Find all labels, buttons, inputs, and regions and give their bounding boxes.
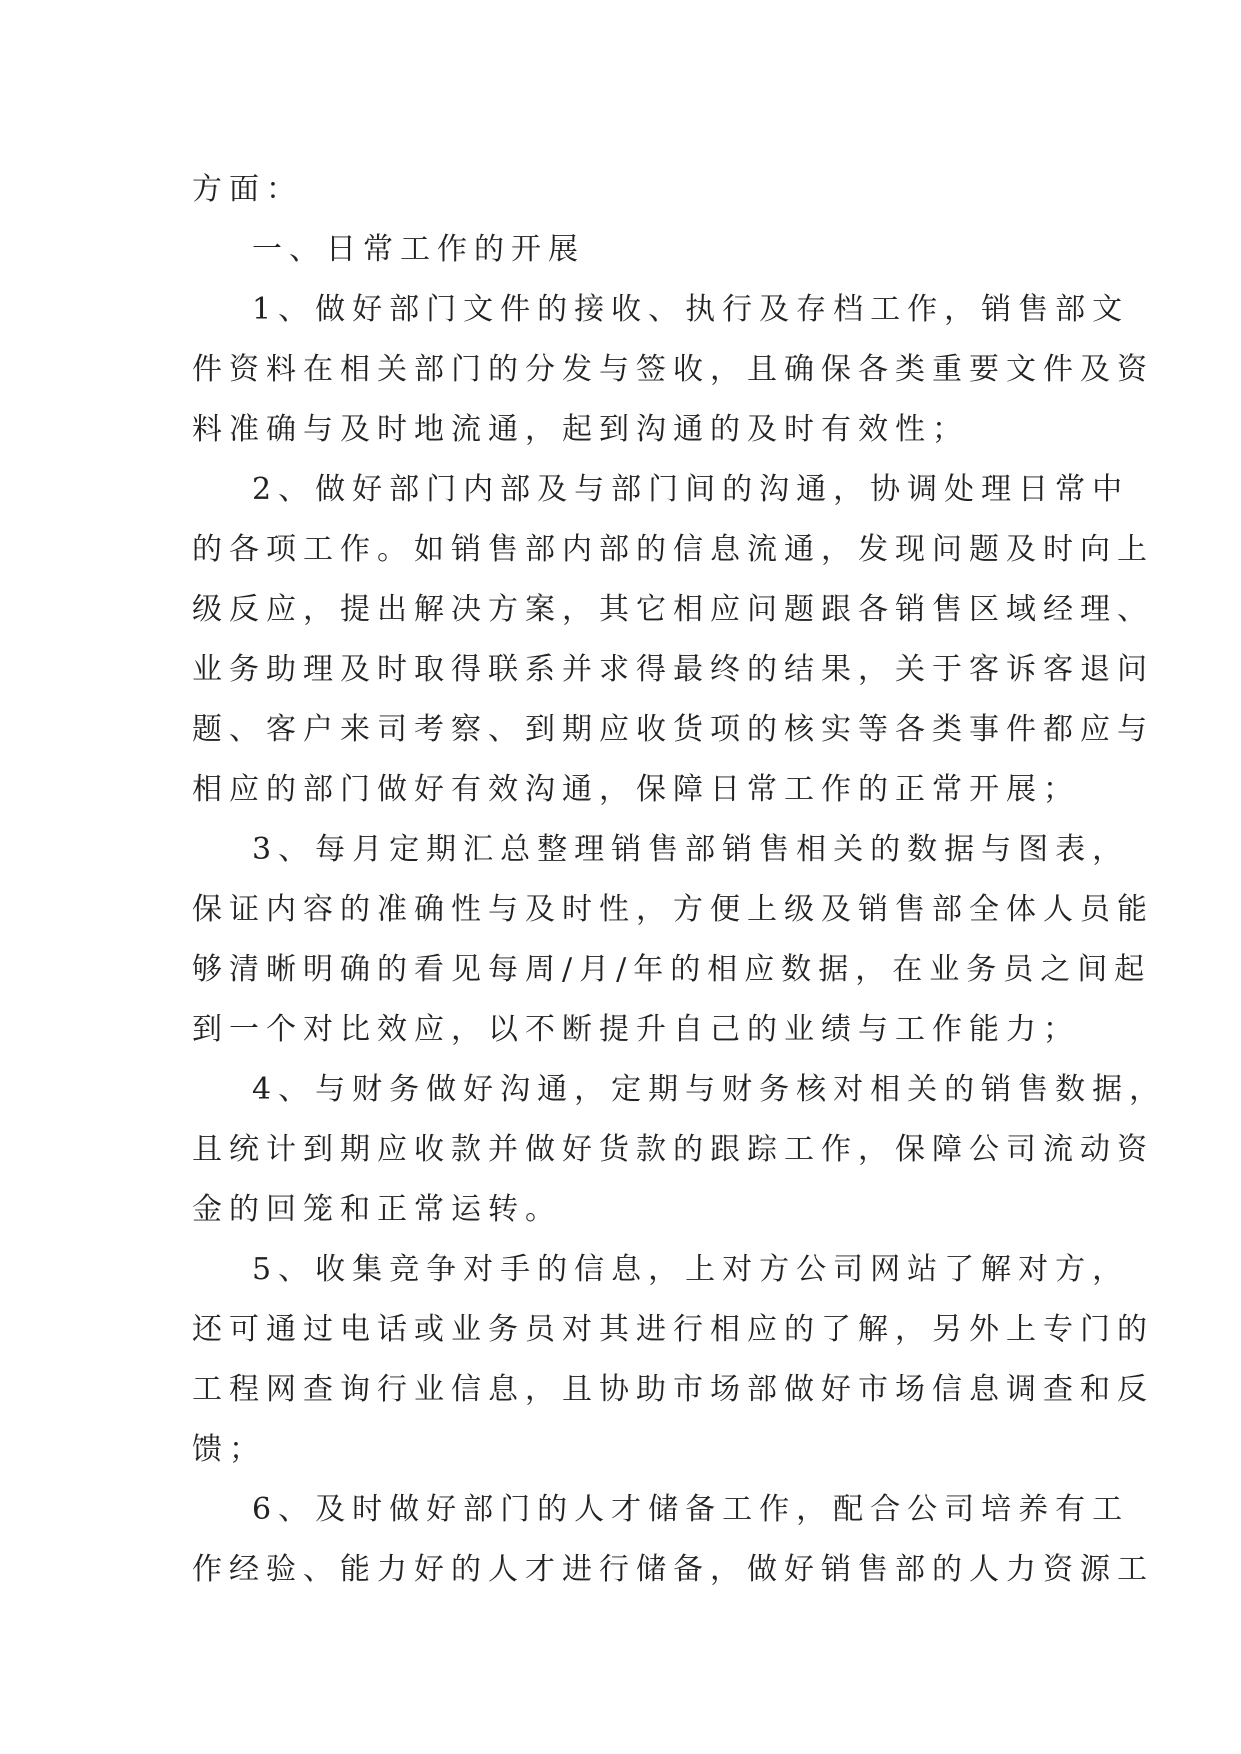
- list-item-2-line: 2、做好部门内部及与部门间的沟通，协调处理日常中: [252, 472, 1130, 507]
- list-item-1-line: 件资料在相关部门的分发与签收，且确保各类重要文件及资: [192, 352, 1154, 387]
- list-item-6-line: 6、及时做好部门的人才储备工作，配合公司培养有工: [252, 1492, 1130, 1527]
- section-heading: 一、日常工作的开展: [252, 232, 585, 267]
- list-item-3-line: 保证内容的准确性与及时性，方便上级及销售部全体人员能: [192, 892, 1154, 927]
- list-item-5-line: 还可通过电话或业务员对其进行相应的了解，另外上专门的: [192, 1312, 1154, 1347]
- list-item-2-line: 业务助理及时取得联系并求得最终的结果，关于客诉客退问: [192, 652, 1154, 687]
- list-item-6-line: 作经验、能力好的人才进行储备，做好销售部的人力资源工: [192, 1552, 1154, 1587]
- list-item-2-line: 级反应，提出解决方案，其它相应问题跟各销售区域经理、: [192, 592, 1154, 627]
- list-item-2-line: 的各项工作。如销售部内部的信息流通，发现问题及时向上: [192, 532, 1154, 567]
- list-item-3-line: 够清晰明确的看见每周/月/年的相应数据，在业务员之间起: [192, 952, 1152, 987]
- list-item-5-line: 馈；: [192, 1432, 266, 1467]
- list-item-5-line: 工程网查询行业信息，且协助市场部做好市场信息调查和反: [192, 1372, 1154, 1407]
- list-item-4-line: 金的回笼和正常运转。: [192, 1192, 562, 1227]
- list-item-4-line: 4、与财务做好沟通，定期与财务核对相关的销售数据，: [252, 1072, 1167, 1107]
- list-item-1-line: 料准确与及时地流通，起到沟通的及时有效性；: [192, 412, 969, 447]
- list-item-3-line: 到一个对比效应，以不断提升自己的业绩与工作能力；: [192, 1012, 1080, 1047]
- document-body: [192, 160, 1167, 1600]
- list-item-3-line: 3、每月定期汇总整理销售部销售相关的数据与图表，: [252, 832, 1130, 867]
- list-item-2-line: 题、客户来司考察、到期应收货项的核实等各类事件都应与: [192, 712, 1154, 747]
- list-item-1-line: 1、做好部门文件的接收、执行及存档工作，销售部文: [252, 292, 1130, 327]
- list-item-5-line: 5、收集竞争对手的信息，上对方公司网站了解对方，: [252, 1252, 1130, 1287]
- list-item-4-line: 且统计到期应收款并做好货款的跟踪工作，保障公司流动资: [192, 1132, 1154, 1167]
- text-line: 方面：: [192, 172, 303, 207]
- list-item-2-line: 相应的部门做好有效沟通，保障日常工作的正常开展；: [192, 772, 1080, 807]
